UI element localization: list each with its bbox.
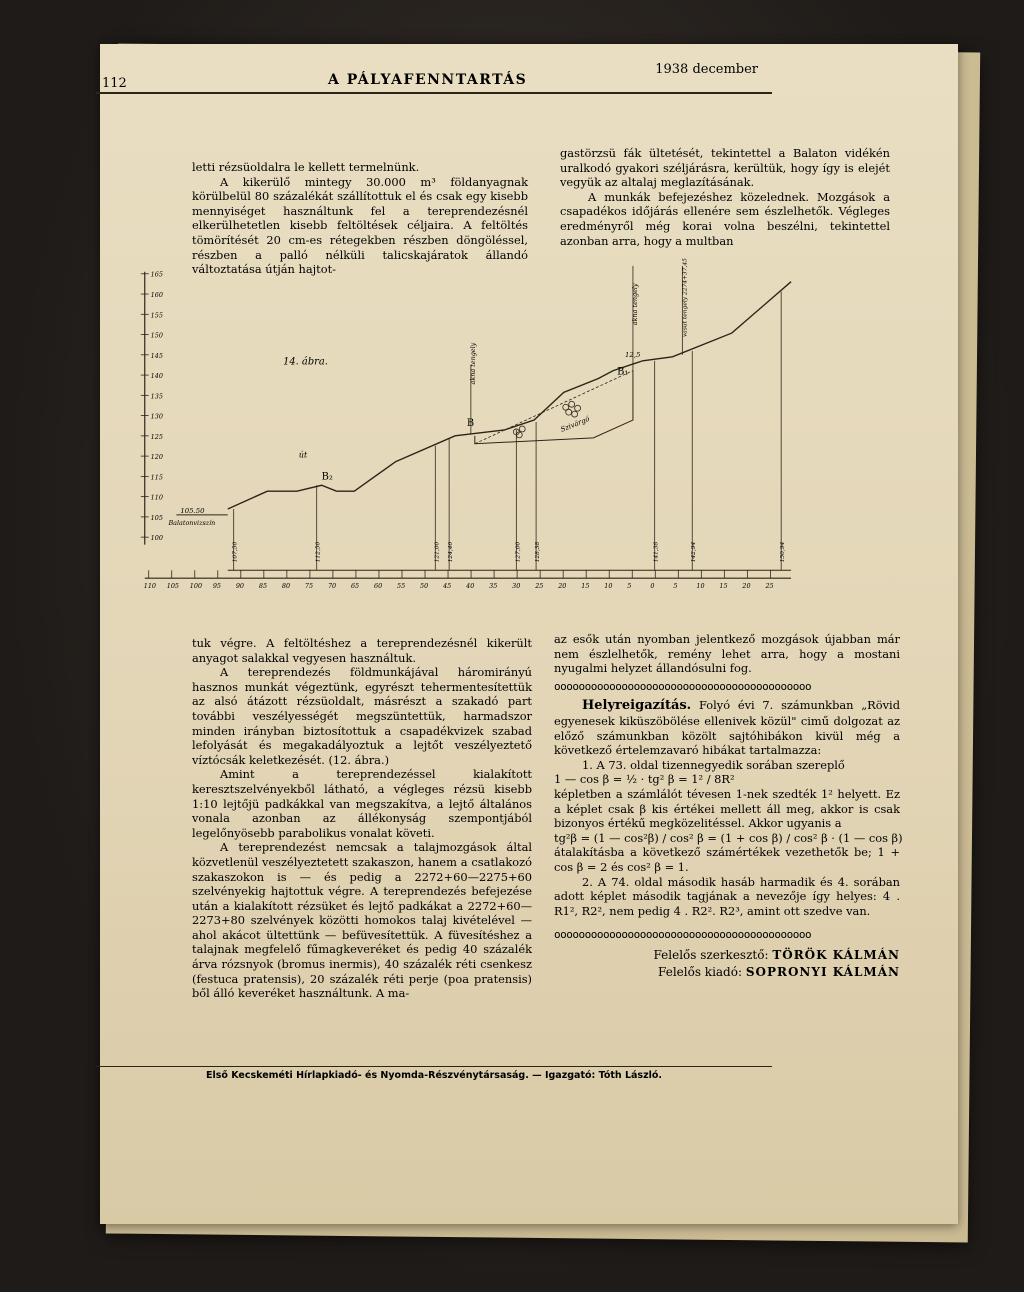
x-tick-label: 25 bbox=[765, 582, 774, 591]
erratum-paragraph bbox=[554, 698, 900, 757]
paragraph: 2. A 74. oldal második hasáb harmadik és 4. sorában adott képlet második tagjának a nevezője így helyes: 4 . R1², R2², nem pedig 4 . R2². R2³, amint ott szedve van. bbox=[554, 874, 900, 918]
label-depth: 12,5 bbox=[625, 350, 641, 359]
paragraph: A tereprendezést nemcsak a talajmozgások által közvetlenül veszélyeztetett szakaszon, hanem a csatlakozó szakaszokon is — és pedig a 2272+60—2275+60 szelvényekig hajtottuk végre. A tereprendezés befejezése után a kialakított rézsüket és lejtő padkákat a 2272+60—2273+80 szelvények közötti homokos talaj kivételével — ahol akácot ültettünk — befüvesítettük. A füvesítéshez a talajnak megfelelő fűmagkeveréket és pedig 40 százalék árva rózsnyok (bromus inermis), 40 százalék réti csenkesz (festuca pratensis), 20 százalék réti perje (poa pratensis) ből álló keveréket használtunk. A ma- bbox=[192, 840, 532, 1001]
x-tick-label: 20 bbox=[558, 582, 567, 591]
x-tick-label: 45 bbox=[443, 582, 452, 591]
paragraph: átalakításba a következő számértékek vezethetők be; 1 + cos β = 2 és cos² β = 1. bbox=[554, 845, 900, 874]
x-tick-label: 75 bbox=[304, 582, 314, 591]
x-tick-label: 95 bbox=[212, 582, 221, 591]
label-b1: B₁ bbox=[617, 366, 629, 378]
label-ut: út bbox=[298, 450, 308, 460]
x-tick-label: 110 bbox=[143, 582, 156, 591]
label-rail-axis: vasút tengely 2274+37,45 szelv. bbox=[682, 256, 689, 338]
x-tick-label: 30 bbox=[512, 582, 521, 591]
erratum-title: Helyreigazítás. bbox=[582, 698, 692, 714]
figure-cross-section bbox=[100, 256, 820, 592]
publisher-name: SOPRONYI KÁLMÁN bbox=[745, 964, 900, 979]
y-tick-label: 145 bbox=[150, 351, 163, 360]
x-tick-label: 25 bbox=[535, 582, 544, 591]
printer-footer: Első Kecskeméti Hírlapkiadó- és Nyomda-Részvénytársaság. — Igazgató: Tóth László. bbox=[205, 1070, 663, 1081]
y-tick-label: 130 bbox=[150, 412, 163, 421]
paragraph: letti rézsüoldalra le kellett termelnünk. bbox=[192, 160, 420, 174]
credits bbox=[554, 947, 900, 981]
column-bottom-left bbox=[192, 636, 532, 1001]
footer-rule bbox=[96, 1066, 772, 1067]
editor-line bbox=[554, 947, 900, 964]
x-tick-label: 10 bbox=[696, 582, 705, 591]
y-tick-label: 110 bbox=[150, 493, 163, 502]
label-shaft-axis-1: akna tengely bbox=[468, 342, 477, 385]
paragraph: tuk végre. A feltöltéshez a tereprendezésnél kikerült anyagot salakkal vegyesen használtuk. bbox=[192, 636, 532, 665]
y-tick-label: 120 bbox=[150, 453, 163, 462]
x-tick-label: 100 bbox=[189, 582, 203, 591]
label-shaft-axis-2: akna tengely bbox=[630, 283, 639, 326]
paragraph: az esők után nyomban jelentkező mozgások újabban már nem észlelhetők, remény lehet arra, hogy a mostani nyugalmi helyzet állandósulni fog. bbox=[554, 632, 900, 676]
y-tick-label: 160 bbox=[150, 291, 163, 300]
station-elevation: 141,38 bbox=[653, 541, 660, 563]
paragraph: gastörzsü fák ültetését, tekintettel a Balaton vidékén uralkodó gyakori széljárásra, kerültük, hogy így is elejét vegyük az altalaj meglazításának. bbox=[560, 146, 890, 190]
paragraph: Amint a tereprendezéssel kialakított keresztszelvényekből látható, a végleges rézsü kisebb 1:10 lejtőjü padkákkal van megszakítva, a lejtő általános vonala azonban az állékonyság szempontjából legelőnyösebb parabolikus vonalat követi. bbox=[192, 767, 532, 840]
y-tick-label: 125 bbox=[150, 432, 163, 441]
page-header bbox=[96, 62, 762, 96]
x-tick-label: 85 bbox=[258, 582, 268, 591]
y-tick-label: 105 bbox=[150, 513, 163, 522]
x-tick-label: 5 bbox=[673, 582, 678, 591]
y-tick-label: 140 bbox=[150, 372, 163, 381]
formula-2: tg²β = (1 — cos²β) / cos² β = (1 + cos β) / cos² β · (1 — cos β) bbox=[554, 830, 903, 845]
x-tick-label: 60 bbox=[374, 582, 383, 591]
x-tick-label: 10 bbox=[604, 582, 613, 591]
editor-name: TÖRÖK KÁLMÁN bbox=[772, 947, 900, 962]
journal-title: A PÁLYAFENNTARTÁS bbox=[328, 72, 528, 88]
x-tick-label: 15 bbox=[581, 582, 590, 591]
y-tick-label: 115 bbox=[150, 473, 163, 482]
x-tick-label: 0 bbox=[650, 582, 655, 591]
station-elevation: 121,00 bbox=[434, 541, 441, 563]
column-bottom-right bbox=[554, 632, 903, 981]
x-tick-label: 50 bbox=[420, 582, 429, 591]
y-tick-label: 155 bbox=[150, 311, 163, 320]
x-tick-label: 105 bbox=[166, 582, 180, 591]
station-elevation: 150,94 bbox=[780, 541, 787, 563]
water-level-label: Balatonvizszín bbox=[168, 518, 216, 527]
x-tick-label: 55 bbox=[397, 582, 406, 591]
station-elevation: 142,94 bbox=[691, 541, 698, 563]
paragraph: A kikerülő mintegy 30.000 m³ földanyagnak körülbelül 80 százalékát szállítottuk el és csak egy kisebb mennyiséget használtunk fel a tereprendezésnél elkerülhetetlen kisebb feltöltések céljaira. A feltöltés tömörítését 20 cm-es rétegekben részben döngöléssel, részben a palló nélküli talicskajáratok állandó változtatása útján hajtot- bbox=[192, 174, 528, 277]
formula-1: 1 — cos β = ½ · tg² β = 1² / 8R² bbox=[554, 772, 735, 787]
terrain-profile bbox=[228, 282, 791, 509]
x-tick-label: 65 bbox=[350, 582, 360, 591]
ornament-rule-2: oooooooooooooooooooooooooooooooooooooooooo bbox=[554, 928, 812, 942]
y-tick-label: 100 bbox=[150, 534, 163, 543]
station-elevation: 128,38 bbox=[535, 541, 542, 563]
x-tick-label: 40 bbox=[466, 582, 475, 591]
x-tick-label: 70 bbox=[327, 582, 337, 591]
station-elevation: 124,40 bbox=[448, 541, 455, 563]
label-b2: B₂ bbox=[321, 471, 333, 483]
paragraph: A munkák befejezéshez közelednek. Mozgások a csapadékos időjárás ellenére sem észlelhetők. Végleges eredményről még korai volna beszélni, tekintettel azonban arra, hogy a multban bbox=[560, 189, 890, 248]
drain-stones bbox=[513, 401, 580, 438]
issue-date: 1938 december bbox=[655, 62, 758, 77]
column-top-right bbox=[560, 146, 890, 248]
y-tick-label: 165 bbox=[150, 270, 163, 279]
station-elevation: 112,50 bbox=[315, 541, 322, 563]
page-number: 112 bbox=[102, 76, 127, 91]
publisher-label: Felelős kiadó: bbox=[658, 964, 743, 979]
station-lines bbox=[234, 266, 781, 570]
erratum-text: Folyó évi 7. számunkban „Rövid egyenesek kiküszöbölése ellenivek közül" cimű dolgozat az előző számunkban közölt sajtóhibákon kivül még a következő értelemzavaró hibákat tartalmazza: bbox=[554, 698, 900, 758]
y-tick-label: 135 bbox=[150, 392, 163, 401]
station-elevation: 107,50 bbox=[232, 541, 239, 563]
water-level-value: 105.50 bbox=[180, 506, 205, 515]
figure-caption: 14. ábra. bbox=[283, 356, 328, 368]
editor-label: Felelős szerkesztő: bbox=[653, 947, 769, 962]
label-b: B bbox=[466, 417, 475, 429]
x-tick-label: 90 bbox=[235, 582, 245, 591]
x-tick-label: 20 bbox=[742, 582, 751, 591]
drain-diagonal bbox=[475, 371, 633, 444]
header-rule bbox=[96, 92, 772, 94]
label-drain: Szivárgó bbox=[559, 414, 591, 434]
paragraph: 1. A 73. oldal tizennegyedik sorában szereplő bbox=[582, 757, 845, 772]
cross-section-diagram bbox=[100, 256, 820, 592]
paragraph: A tereprendezés földmunkájával háromirányú hasznos munkát végeztünk, egyrészt tehermentesítettük az alsó átázott rézsüoldalt, másrészt a szakadó part további veszélyességét megszüntettük, harmadszor minden irányban biztosítottuk a csapadékvizek szabad lefolyását és megakadályoztuk a lejtőt veszélyeztető víztócsák keletkezését. (12. ábra.) bbox=[192, 665, 532, 767]
paragraph: képletben a számlálót tévesen 1-nek szedték 1² helyett. Ez a képlet csak β kis értékei mellett áll meg, akkor is csak bizonyos értékű megközelitéssel. Akkor ugyanis a bbox=[554, 786, 900, 831]
ornament-rule: oooooooooooooooooooooooooooooooooooooooooo bbox=[554, 679, 812, 693]
station-elevation: 127,00 bbox=[515, 541, 522, 563]
y-tick-label: 150 bbox=[150, 331, 163, 340]
publisher-line bbox=[554, 964, 900, 981]
x-tick-label: 5 bbox=[627, 582, 632, 591]
x-tick-label: 35 bbox=[489, 582, 498, 591]
x-tick-label: 80 bbox=[281, 582, 291, 591]
x-tick-label: 15 bbox=[719, 582, 728, 591]
